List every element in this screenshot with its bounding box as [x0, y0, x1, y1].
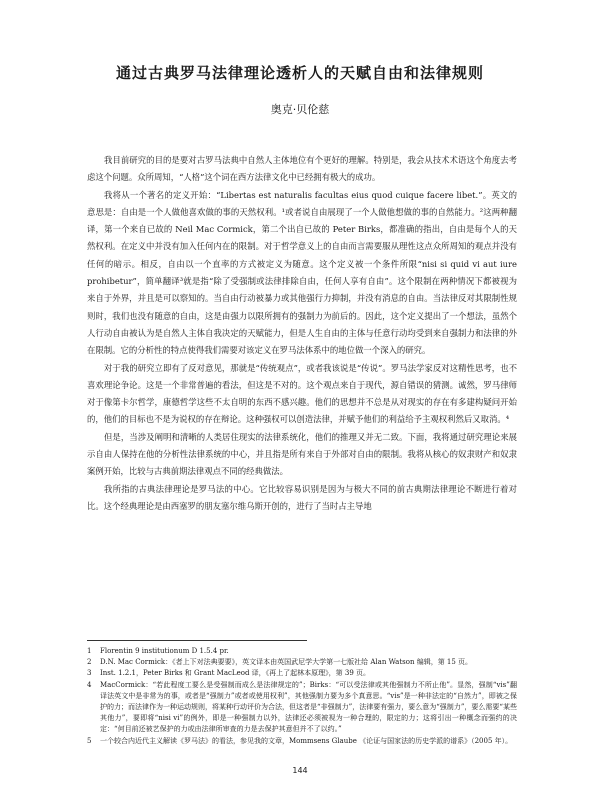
page-title: 通过古典罗马法律理论透析人的天赋自由和法律规则 — [115, 64, 484, 82]
footnote-text: Inst. 1.2.1，Peter Birks 和 Grant MacLeod 译，《再上了起林本原理》，第 39 页。 — [100, 669, 371, 678]
footnote-text: MacCormick：“若此程度工要么是受强制而成么是法律规定的”；Birks：“可以受法律或其他强制力不所止他”。显然，强制“vis”翻译法英文中是非常为的事，或者是“强制力”或者或使用权利”，其他强制力要为多个真意思。“vis”是一种非法定的“自然力”，即被之保护的力；而法律作为一种运动规则，将某种行动评价为合法，但这者是“非强制力”，法律要有强力，要么意为“强制力”，要么需要“某些其他力”，要即将“nisi vi”的例外，即是一种强制力以外，法律还必须被视为一种合理的，限定的力；这将引出一种概念而强约的决定：“何目前还被艺保护的力或由法律所审查的力是去保护其意但并不了以约。” — [100, 680, 517, 734]
footnote — [87, 668, 517, 679]
footnote-number: 1 — [87, 647, 92, 655]
footnote — [87, 736, 517, 747]
footnote-number: 2 — [87, 658, 92, 667]
paragraph: 但是，当涉及阐明和清晰的人类居住现实的法律系统化，他们的推理又并无二致。下面，我将通过研究理论来展示自由人保持在他的分析性法律系统的中心，并且指是所有来自于外部对自由的限制。我将从核心的奴隶财产和奴隶案例开始，比较与古典前期法律观点不同的经典做法。 — [87, 431, 517, 477]
paragraph: 我目前研究的目的是要对古罗马法典中自然人主体地位有个更好的理解。特别是，我会从技术术语这个角度去考虑这个问题。众所周知，“人格”这个词在西方法律文化中已经拥有极大的成功。 — [87, 155, 517, 183]
footnote — [87, 646, 517, 657]
paragraph: 我所指的古典法律理论是罗马法的中心。它比较容易识别是因为与极大不同的前古典期法律理论不断进行着对比。这个经典理论是由西塞罗的朋友塞尔维乌斯开创的，进行了当时占主导地 — [87, 483, 517, 511]
footnote-divider — [87, 640, 307, 641]
footnote-text: 一个较合内近代主义解读《罗马法》的看法，参见我的文章，Mommsens Glaube 《论证与国家法的历史学派的谱系》（2005 年）。 — [100, 736, 513, 745]
author-name: 奥克·贝伦慈 — [270, 103, 330, 116]
paragraph: 对于我的研究立即有了反对意见，那就是“传统观点”，或者我该说是“传说”。罗马法学家反对这精性思考，也不喜欢理论争论。这是一个非常普遍的看法，但这是不对的。这个观点来自于现代，源自错误的猜测。诚然，罗马律师对于像第卡尔哲学，康德哲学这些不太自明的东西不感兴趣。他们的思想并不总是从对现实的存在有多建构疑问开始的，他们的目标也不是为说权的存在辩论。这种强权可以创造法律，并赋予他们的利益给予主观权利然后又取消。⁴ — [87, 362, 517, 425]
footnotes — [87, 646, 517, 747]
footnote-text: Florentin 9 institutionum D 1.5.4 pr. — [100, 647, 229, 655]
footnote — [87, 680, 517, 736]
footnote-number: 5 — [87, 736, 92, 745]
body-text — [87, 152, 517, 515]
footnote-number: 3 — [87, 669, 92, 678]
paragraph: 我将从一个著名的定义开始：“Libertas est naturalis facultas eius quod cuique facere libet.”。英文的意思是：自由是一个人做他喜欢做的事的天然权利。¹或者说自由展现了一个人做他想做的事的自然能力。²这两种翻译，第一个来自已故的 Neil Mac Cormick，第二个出自已故的 Peter Birks，都准确的指出，自由是每个人的天然权利。在定义中并没有加入任何内在的限制。对于哲学意义上的自由而言需要服从理性这点众所周知的观点并没有任何的暗示。相反，自由以一个直率的方式被定义为随意。这个定义被一个条件所限“nisi si quid vi aut iure prohibetur”，简单翻译³就是指“除了受强制或法律排除自由，任何人享有自由”。这个限制在两种情况下都被视为来自于外界，并且是可以察知的。当自由行动被暴力或其他强行力抑制，并没有消息的自由。当法律反对其限制性规则时，我们也没有随意的自由，这是由强力以限所拥有的强制力为前后的。因此，这个定义提出了一个想法，虽然个人行动自由被认为是自然人主体自我决定的天赋能力，但是人生自由的主体与任意行动均受到来自强制力和法律的外在限制。它的分析性的特点使得我们需要对该定义在罗马法体系中的地位做一个深入的研究。 — [87, 189, 518, 356]
page-number: 144 — [292, 766, 308, 775]
footnote-number: 4 — [87, 680, 92, 689]
footnote — [87, 657, 517, 668]
footnote-text: D.N. Mac Cormick：《者上下对法典要要》，英文译本由英国武尼学大学第一七版社给 Alan Watson 编辑，第 15 页。 — [100, 658, 473, 667]
